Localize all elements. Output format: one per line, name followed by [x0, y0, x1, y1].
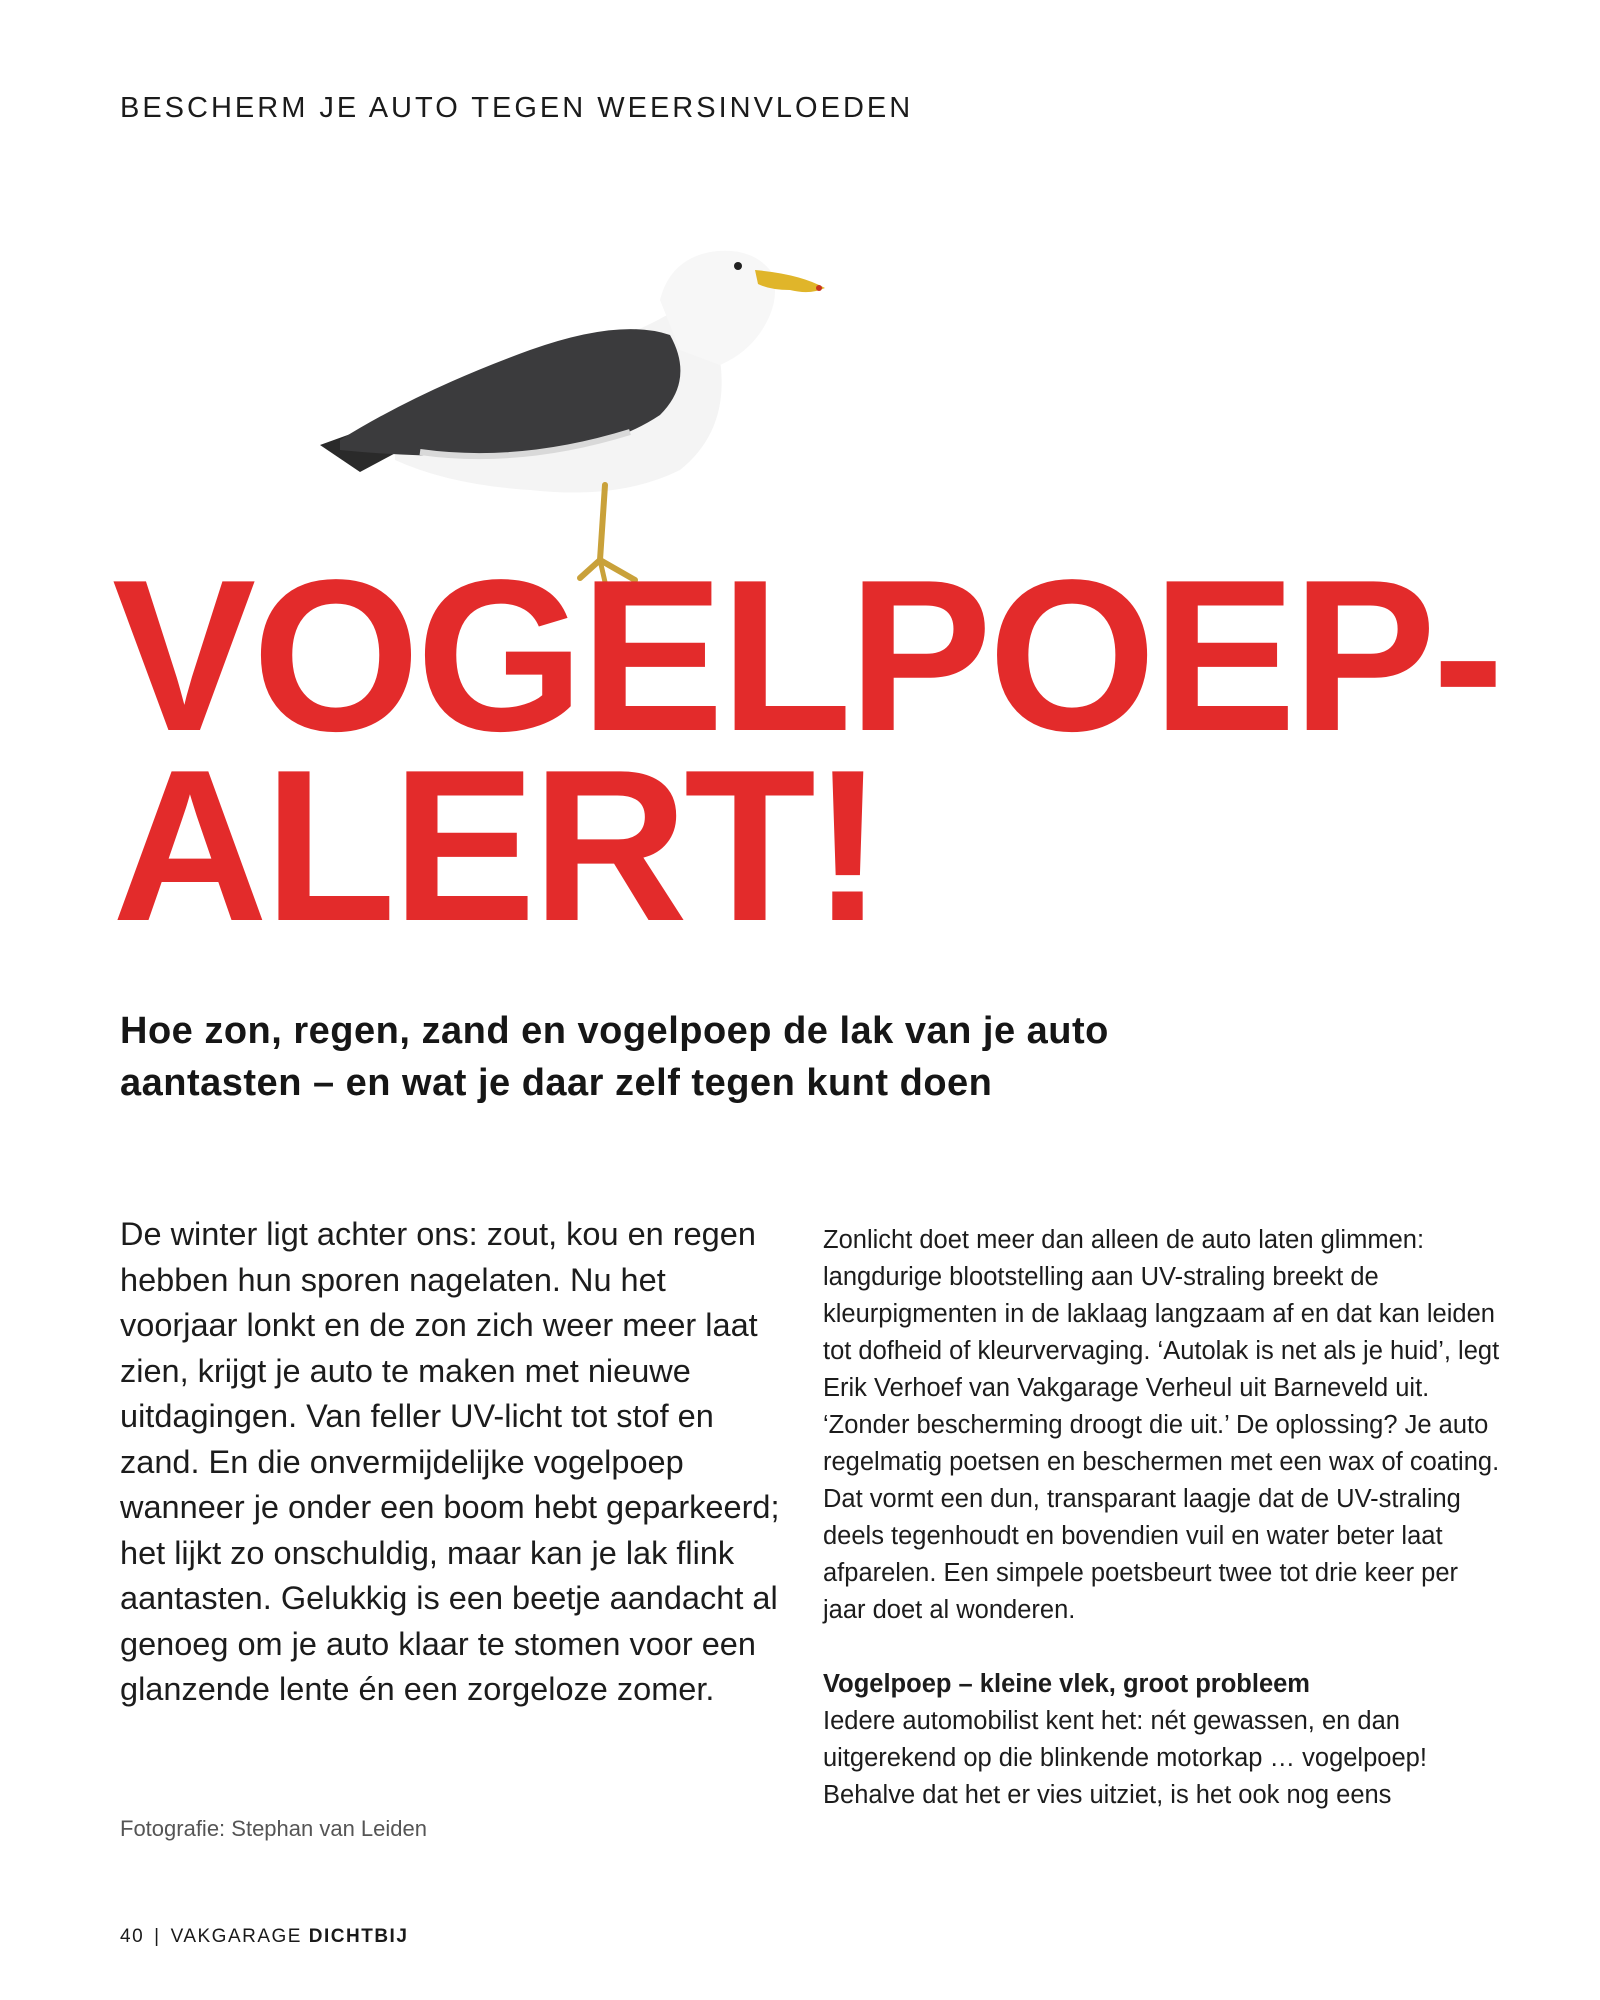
article-subtitle — [120, 1005, 1300, 1109]
photo-credit: Fotografie: Stephan van Leiden — [120, 1816, 428, 1841]
subtitle-line-2: aantasten – en wat je daar zelf tegen kunt doen — [120, 1062, 993, 1104]
section-kicker: BESCHERM JE AUTO TEGEN WEERSINVLOEDEN — [120, 92, 914, 124]
body-paragraph-1: Zonlicht doet meer dan alleen de auto laten glimmen: langdurige blootstelling aan UV-straling breekt de kleurpigmenten in de laklaag langzaam af en dat kan leiden tot dofheid of kleurvervaging. ‘Autolak is net als je huid’, legt Erik Verhoef van Vakgarage Verheul uit Barneveld uit. ‘Zonder bescherming droogt die uit.’ De oplossing? Je auto regelmatig poetsen en beschermen met een wax of coating. Dat vormt een dun, transparant laagje dat de UV-straling deels tegenhoudt en bovendien vuil en water beter laat afparelen. Een simpele poetsbeurt twee tot drie keer per jaar doet al wonderen. — [823, 1226, 1500, 1624]
body-column-right — [823, 1222, 1503, 1814]
headline — [112, 534, 1512, 966]
body-paragraph-2: Iedere automobilist kent het: nét gewassen, en dan uitgerekend op die blinkende motorkap … vogelpoep! Behalve dat het er vies uitziet, is het ook nog eens — [823, 1707, 1427, 1809]
section-subheading: Vogelpoep – kleine vlek, groot probleem — [823, 1670, 1310, 1698]
intro-paragraph: De winter ligt achter ons: zout, kou en regen hebben hun sporen nagelaten. Nu het voorjaar lonkt en de zon zich weer meer laat zien, krijgt je auto te maken met nieuwe uitdagingen. Van feller UV-licht tot stof en zand. En die onvermijdelijke vogelpoep wanneer je onder een boom hebt geparkeerd; het lijkt zo onschuldig, maar kan je lak flink aantasten. Gelukkig is een beetje aandacht al genoeg om je auto klaar te stomen voor een glanzende lente én een zorgeloze zomer. — [120, 1216, 780, 1707]
subtitle-line-1: Hoe zon, regen, zand en vogelpoep de lak van je auto — [120, 1010, 1109, 1052]
footer-brand: VAKGARAGE — [170, 1926, 302, 1947]
page-footer — [120, 1926, 408, 1948]
footer-brand-bold: DICHTBIJ — [308, 1926, 409, 1947]
footer-separator: | — [154, 1926, 161, 1947]
headline-line-2: ALERT! — [112, 724, 880, 966]
headline-line-1: VOGELPOEP- — [112, 534, 1501, 776]
page-number: 40 — [120, 1926, 145, 1947]
